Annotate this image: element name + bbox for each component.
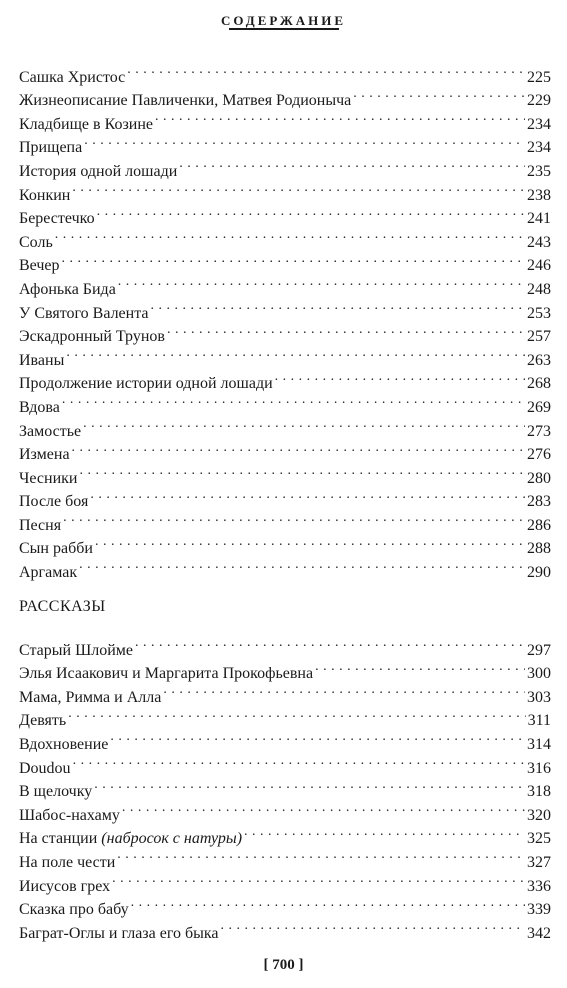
toc-entry-title [19,898,129,922]
toc-entry-page: 269 [527,398,551,416]
toc-entry-title [19,467,77,491]
dot-leader [62,388,525,412]
toc-entry-page: 234 [527,139,551,157]
toc-entry-title-text: Иисусов грех [19,877,111,895]
dot-leader [95,530,525,554]
toc-entry-title-text: Сашка Христос [19,68,126,86]
toc-entry-title-text: После боя [19,493,89,511]
toc-entry [19,176,551,204]
toc-entry [19,506,551,534]
toc-entry-page: 280 [527,469,551,487]
toc-entry-note: (набросок с натуры) [101,830,243,848]
toc-entry-title-text: На станции [19,830,98,848]
toc-entry-page: 327 [527,853,551,871]
toc-entry-page: 342 [527,924,551,942]
dot-leader [84,129,525,153]
dot-leader [122,796,525,820]
toc-entry-page: 290 [527,564,551,582]
toc-entry-title-text: Кладбище в Козине [19,115,153,133]
toc-entry-page: 300 [527,665,551,683]
toc-entry-page: 243 [527,233,551,251]
toc-entry-title-text: Девять [19,712,67,730]
dot-leader [118,270,525,294]
toc-entry-title [19,302,149,326]
dot-leader [155,105,525,129]
toc-entry [19,459,551,487]
toc-entry-title-text: Прищепа [19,139,83,157]
dot-leader [110,725,525,749]
toc-entry-title-text: Жизнеописание Павличенки, Матвея Родионыча [19,92,352,110]
toc-entry-page: 241 [527,210,551,228]
toc-entry-title [19,231,53,255]
dot-leader [55,223,525,247]
toc-entry-page: 229 [527,92,551,110]
dot-leader [179,152,525,176]
toc-entry-title-text: Сын рабби [19,540,93,558]
toc-entry [19,58,551,86]
toc-entry-page: 286 [527,516,551,534]
dot-leader [63,506,525,530]
dot-leader [151,294,526,318]
toc-entry-title [19,514,61,538]
toc-entry-page: 303 [527,688,551,706]
toc-entry [19,725,551,753]
toc-entry [19,270,551,298]
toc-entry-title [19,875,110,899]
toc-entry-title-text: Сказка про бабу [19,901,129,919]
toc-entry-title-text: Измена [19,446,70,464]
toc-entry [19,631,551,659]
toc-entry-page: 316 [527,759,551,777]
toc-entry-page: 253 [527,304,551,322]
toc-entry-title-text: История одной лошади [19,162,178,180]
toc-entry-title [19,757,71,781]
toc-entry [19,247,551,275]
toc-entry-page: 283 [527,493,551,511]
toc-entry-title-text: Иваны [19,351,65,369]
header-rule [229,28,339,30]
toc-list-top [19,58,551,582]
toc-entry-title [19,184,70,208]
toc-entry-title-text: Чесники [19,469,78,487]
toc-entry-title [19,136,82,160]
toc-entry-page: 276 [527,446,551,464]
toc-entry [19,388,551,416]
toc-entry-title [19,278,116,302]
toc-entry-title [19,561,77,585]
toc-entry [19,341,551,369]
dot-leader [112,867,525,891]
dot-leader [79,459,525,483]
toc-entry [19,483,551,511]
dot-leader [221,914,525,938]
toc-entry [19,365,551,393]
toc-entry-page: 235 [527,162,551,180]
toc-entry-title [19,349,64,373]
toc-entry-page: 336 [527,877,551,895]
toc-entry-page: 325 [527,830,551,848]
dot-leader [353,82,525,106]
dot-leader [73,749,525,773]
dot-leader [163,678,525,702]
dot-leader [94,773,525,797]
toc-entry-page: 238 [527,186,551,204]
toc-entry-title [19,709,66,733]
dot-leader [117,843,525,867]
toc-entry [19,773,551,801]
dot-leader [135,631,525,655]
toc-entry-title [19,780,92,804]
toc-entry-title-text: Замостье [19,422,82,440]
toc-entry-title [19,254,60,278]
dot-leader [275,365,525,389]
toc-entry-page: 234 [527,115,551,133]
toc-entry-title-text: У Святого Валента [19,304,149,322]
toc-entry-page: 273 [527,422,551,440]
dot-leader [167,318,525,342]
toc-entry-page: 288 [527,540,551,558]
toc-entry-title-text: Аргамак [19,564,78,582]
toc-entry [19,223,551,251]
toc-entry-title-text: Doudou [19,759,71,777]
toc-entry-page: 225 [527,68,551,86]
toc-entry [19,436,551,464]
toc-entry [19,129,551,157]
toc-entry-title-text: Эскадронный Трунов [19,328,165,346]
toc-entry-title-text: Вдова [19,398,60,416]
toc-entry-page: 297 [527,641,551,659]
dot-leader [90,483,525,507]
toc-entry-page: 257 [527,328,551,346]
toc-entry-page: 263 [527,351,551,369]
toc-entry-page: 320 [527,806,551,824]
toc-entry-title-text: Соль [19,233,53,251]
dot-leader [72,176,525,200]
toc-entry-title [19,851,115,875]
toc-entry-title-text: Старый Шлойме [19,641,133,659]
toc-entry-page: 339 [527,901,551,919]
toc-entry [19,796,551,824]
toc-entry-page: 268 [527,375,551,393]
toc-entry-page: 318 [527,783,551,801]
toc-entry-title-text: Баграт-Оглы и глаза его быка [19,924,219,942]
toc-entry [19,553,551,582]
toc-entry-page: 246 [527,257,551,275]
toc-entry-title [19,804,120,828]
toc-entry [19,152,551,180]
toc-entry-page: 311 [527,712,551,730]
toc-entry-title [19,66,125,90]
toc-list-bottom [19,631,551,942]
toc-entry-title-text: Элья Исаакович и Маргарита Прокофьевна [19,665,314,683]
toc-entry-title [19,396,60,420]
dot-leader [79,553,525,577]
toc-entry-title-text: Песня [19,516,62,534]
toc-entry-page: 314 [527,735,551,753]
dot-leader [97,200,525,224]
toc-entry [19,200,551,228]
toc-entry-title-text: Конкин [19,186,71,204]
page-title: СОДЕРЖАНИЕ [220,13,347,28]
toc-entry-title [19,443,70,467]
toc-entry [19,702,551,730]
dot-leader [66,341,525,365]
toc-entry-title [19,639,133,663]
toc-entry-title-text: Вечер [19,257,60,275]
dot-leader [68,702,525,726]
toc-entry [19,412,551,440]
dot-leader [83,412,525,436]
toc-entry-title-text: Шабос-нахаму [19,806,120,824]
toc-entry-title-text: Берестечко [19,210,95,228]
dot-leader [127,58,525,82]
toc-entry-title-text: Афонька Бида [19,280,116,298]
toc-entry [19,749,551,777]
dot-leader [62,247,525,271]
toc-entry-title-text: Вдохновение [19,735,109,753]
dot-leader [244,820,525,844]
toc-entry-title-text: На поле чести [19,853,116,871]
toc-entry-title-text: Мама, Римма и Алла [19,688,162,706]
section-heading: РАССКАЗЫ [19,598,106,615]
dot-leader [131,891,525,915]
toc-entry-page: 248 [527,280,551,298]
toc-entry-title-text: В щелочку [19,783,93,801]
toc-entry-title [19,922,219,946]
toc-entry-title-text: Продолжение истории одной лошади [19,375,273,393]
dot-leader [72,436,525,460]
page-number: [ 700 ] [263,957,304,973]
toc-entry [19,530,551,558]
dot-leader [315,655,525,679]
